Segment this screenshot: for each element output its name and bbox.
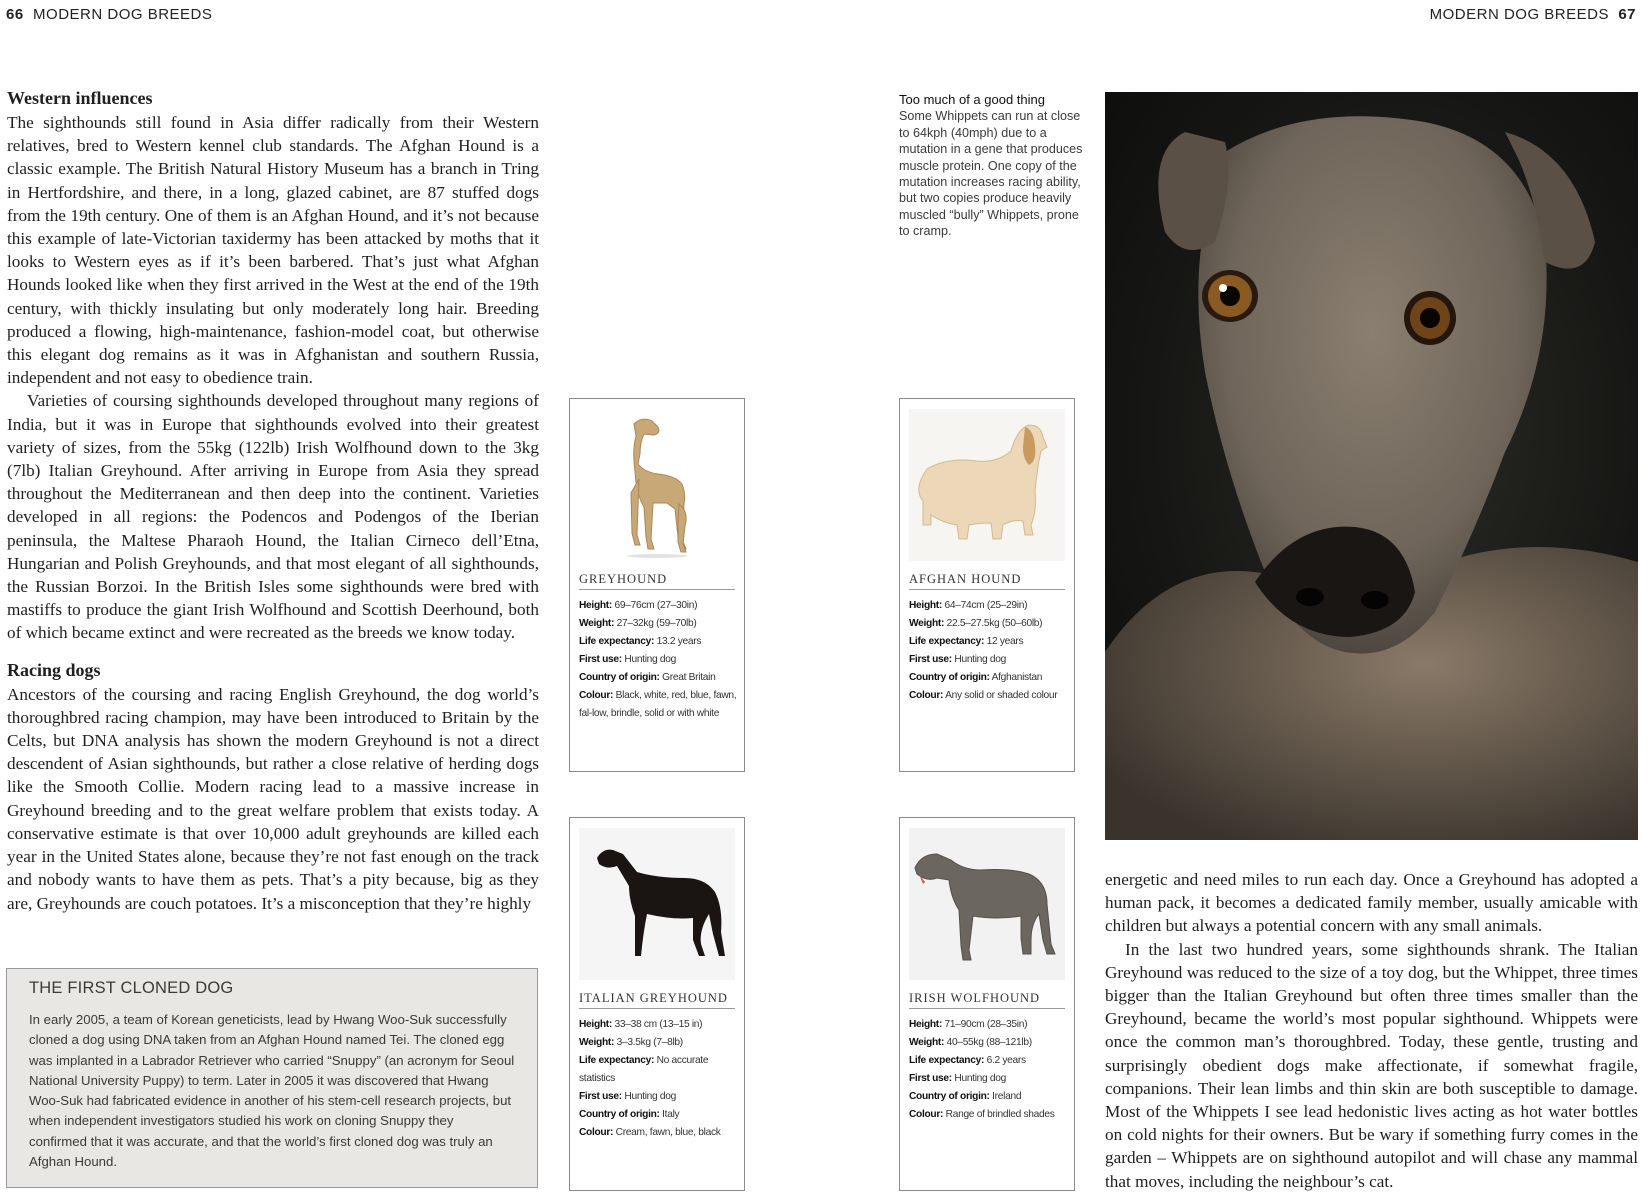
racing-paragraph-1: Ancestors of the coursing and racing English Greyhound, the dog world’s thoroughbred racing champion, may have been introduced to Britain by the Celts, but DNA analysis has shown the modern Greyhound is not a direct descendent of Asian sighthounds, but rather a close relative of herding dogs like the Smooth Collie. Modern racing lead to a massive increase in Greyhound breeding and to the great welfare problem that exists today. A conservative estimate is that over 10,000 adult greyhounds are killed each year in the United States alone, because they’re not fast enough on the track and nobody wants to have them as pets. That’s a pity because, big as they are, Greyhounds are couch potatoes. It’s a misconception that they’re highly [7,684,539,913]
fact-colour [579,687,739,723]
fact-colour [909,687,1069,705]
fact-label: Life expectancy: [579,1055,655,1066]
fact-label: Height: [579,1019,612,1030]
left-column-text [7,85,539,915]
breed-name-italian-greyhound: ITALIAN GREYHOUND [579,991,735,1009]
sidebar-title: THE FIRST CLONED DOG [29,979,234,997]
fact-life [579,633,739,651]
fact-value: 64–74cm (25–29in) [944,600,1028,611]
right-page-number: 67 [1618,6,1636,23]
fact-label: Weight: [579,618,615,629]
right-running-title: MODERN DOG BREEDS [1429,6,1609,23]
fact-label: Colour: [909,1109,944,1120]
breed-card-greyhound [569,398,745,772]
italian-greyhound-illustration [579,828,735,980]
fact-height [909,597,1069,615]
fact-label: Weight: [579,1037,615,1048]
fact-life [909,633,1069,651]
fact-value: Hunting dog [954,1073,1007,1084]
fact-value: Cream, fawn, blue, black [615,1127,721,1138]
section-heading-racing: Racing dogs [7,659,101,680]
fact-use [579,1088,739,1106]
left-running-head [6,6,212,23]
fact-height [579,597,739,615]
fact-value: Hunting dog [954,654,1007,665]
breed-facts-irish-wolfhound [909,1016,1069,1124]
fact-value: 71–90cm (28–35in) [944,1019,1028,1030]
fact-value: Any solid or shaded colour [945,690,1058,701]
fact-label: Weight: [909,618,945,629]
fact-origin [579,1106,739,1124]
afghan-hound-illustration [909,409,1065,561]
fact-value: 69–76cm (27–30in) [614,600,698,611]
greyhound-illustration [579,409,735,561]
fact-origin [909,669,1069,687]
left-running-title: MODERN DOG BREEDS [33,6,213,23]
fact-value: No accurate statistics [579,1055,709,1084]
fact-life [909,1052,1069,1070]
western-paragraph-1: The sighthounds still found in Asia differ radically from their Western relatives, bred to Western kennel club standards. The Afghan Hound is a classic example. The British Natural History Museum has a branch in Tring in Hertfordshire, and there, in a long, glazed cabinet, are 87 stuffed dogs from the 19th century. One of them is an Afghan Hound, and it’s not because this example of late-Victorian taxidermy has been attacked by moths that it looks to Western eyes as if it’s been barbered. That’s just what Afghan Hounds looked like when they first arrived in the West at the end of the 19th century, with thickly insulating but only moderately long hair. Breeding produced a flowing, high-maintenance, fashion-model coat, but otherwise this elegant dog remains as it was in Afghanistan and southern Russia, independent and not easy to obedience train. [7,113,539,388]
fact-label: First use: [579,1091,622,1102]
fact-value: 13.2 years [656,636,702,647]
fact-use [909,651,1069,669]
fact-value: 6.2 years [986,1055,1026,1066]
irish-wolfhound-illustration [909,828,1065,980]
fact-label: Country of origin: [579,672,660,683]
fact-value: Hunting dog [624,1091,677,1102]
fact-label: First use: [909,1073,952,1084]
fact-value: 27–32kg (59–70lb) [616,618,697,629]
caption-text: Some Whippets can run at close to 64kph (40mph) due to a mutation in a gene that produces muscle protein. One copy of the mutation increases racing ability, but two copies produce heavily muscled “bully” Whippets, prone to cramp. [899,109,1083,239]
western-paragraph-2: Varieties of coursing sighthounds developed throughout many regions of India, but it was in Europe that sighthounds evolved into their greatest variety of sizes, from the 55kg (122lb) Irish Wolfhound down to the 3kg (7lb) Italian Greyhound. After arriving in Europe from Asia they spread throughout the Mediterranean and then deep into the continent. Varieties developed in all regions: the Podencos and Podengos of the Iberian peninsula, the Maltese Pharaoh Hound, the Italian Cirneco dell’Etna, Hungarian and Polish Greyhounds, and that most elegant of all sighthounds, the Russian Borzoi. In the British Isles some sighthounds were bred with mastiffs to produce the giant Irish Wolfhound and Scottish Deerhound, both of which became extinct and were recreated as the breeds we know today. [7,391,539,643]
fact-use [579,651,739,669]
fact-value: 12 years [986,636,1024,647]
fact-value: Afghanistan [991,672,1043,683]
fact-label: Country of origin: [909,1091,990,1102]
fact-value: 22.5–27.5kg (50–60lb) [946,618,1043,629]
cloned-dog-sidebar [6,968,538,1188]
section-heading-western: Western influences [7,88,153,108]
fact-label: Colour: [579,690,614,701]
fact-label: Country of origin: [579,1109,660,1120]
right-running-head [1430,6,1636,23]
fact-colour [579,1124,739,1142]
fact-value: 40–55kg (88–121lb) [946,1037,1032,1048]
fact-value: Italy [662,1109,680,1120]
fact-value: 33–38 cm (13–15 in) [614,1019,703,1030]
fact-label: Colour: [909,690,944,701]
sidebar-text: In early 2005, a team of Korean geneticists, lead by Hwang Woo-Suk successfully cloned a dog using DNA taken from an Afghan Hound named Tei. The cloned egg was implanted in a Labrador Retriever who carried “Snuppy” (an acronym for Seoul National University Puppy) to term. Later in 2005 it was discovered that Hwang Woo-Suk had fabricated evidence in another of his stem-cell research projects, but when independent investigators studied his work on cloning Snuppy they confirmed that it was accurate, and that the world’s first cloned dog was truly an Afghan Hound. [29,1012,515,1170]
fact-label: Life expectancy: [909,1055,985,1066]
fact-label: Height: [909,1019,942,1030]
fact-value: Ireland [992,1091,1022,1102]
fact-origin [579,669,739,687]
breed-card-afghan-hound [899,398,1075,772]
fact-value: Black, white, red, blue, fawn, fal-low, brindle, solid or with white [579,690,737,719]
fact-value: Range of brindled shades [945,1109,1055,1120]
fact-colour [909,1106,1069,1124]
fact-label: Weight: [909,1037,945,1048]
breed-facts-greyhound [579,597,739,723]
right-column-text [1105,868,1638,1193]
fact-height [909,1016,1069,1034]
breed-card-italian-greyhound [569,817,745,1191]
fact-origin [909,1088,1069,1106]
left-page-number: 66 [6,6,24,23]
photo-caption [899,92,1084,240]
fact-value: Hunting dog [624,654,677,665]
fact-label: Life expectancy: [579,636,655,647]
whippet-photo [1105,92,1638,840]
whippet-illustration [1105,92,1638,840]
fact-label: Height: [579,600,612,611]
breed-facts-italian-greyhound [579,1016,739,1142]
fact-value: 3–3.5kg (7–8lb) [616,1037,683,1048]
fact-weight [579,1034,739,1052]
fact-life [579,1052,739,1088]
fact-label: First use: [579,654,622,665]
right-paragraph-2: In the last two hundred years, some sighthounds shrank. The Italian Greyhound was reduced to the size of a toy dog, but the Whippet, three times bigger than the Italian Greyhound but often three times smaller than the Greyhound, became the world’s most popular sighthound. Whippets were once the common man’s thoroughbred. Today, these gentle, trusting and surprisingly obedient dogs make affectionate, if somewhat fragile, companions. Their lean limbs and thin skin are both susceptible to damage. Most of the Whippets I see lead hedonistic lives acting as hot water bottles on cold nights for their owners. But be wary if something furry comes in the garden – Whippets are on sighthound autopilot and will chase any mammal that moves, including the neighbour’s cat. [1105,939,1638,1191]
fact-use [909,1070,1069,1088]
breed-name-irish-wolfhound: IRISH WOLFHOUND [909,991,1065,1009]
caption-title: Too much of a good thing [899,92,1045,107]
fact-label: Height: [909,600,942,611]
breed-name-greyhound: GREYHOUND [579,572,735,590]
fact-label: Life expectancy: [909,636,985,647]
breed-facts-afghan-hound [909,597,1069,705]
fact-weight [579,615,739,633]
right-paragraph-1: energetic and need miles to run each day. Once a Greyhound has adopted a human pack, it becomes a dedicated family member, usually amicable with children but always a potential concern with any small animals. [1105,870,1638,936]
fact-value: Great Britain [662,672,716,683]
fact-label: Country of origin: [909,672,990,683]
fact-height [579,1016,739,1034]
breed-card-irish-wolfhound [899,817,1075,1191]
fact-weight [909,615,1069,633]
fact-weight [909,1034,1069,1052]
fact-label: First use: [909,654,952,665]
breed-name-afghan-hound: AFGHAN HOUND [909,572,1065,590]
fact-label: Colour: [579,1127,614,1138]
